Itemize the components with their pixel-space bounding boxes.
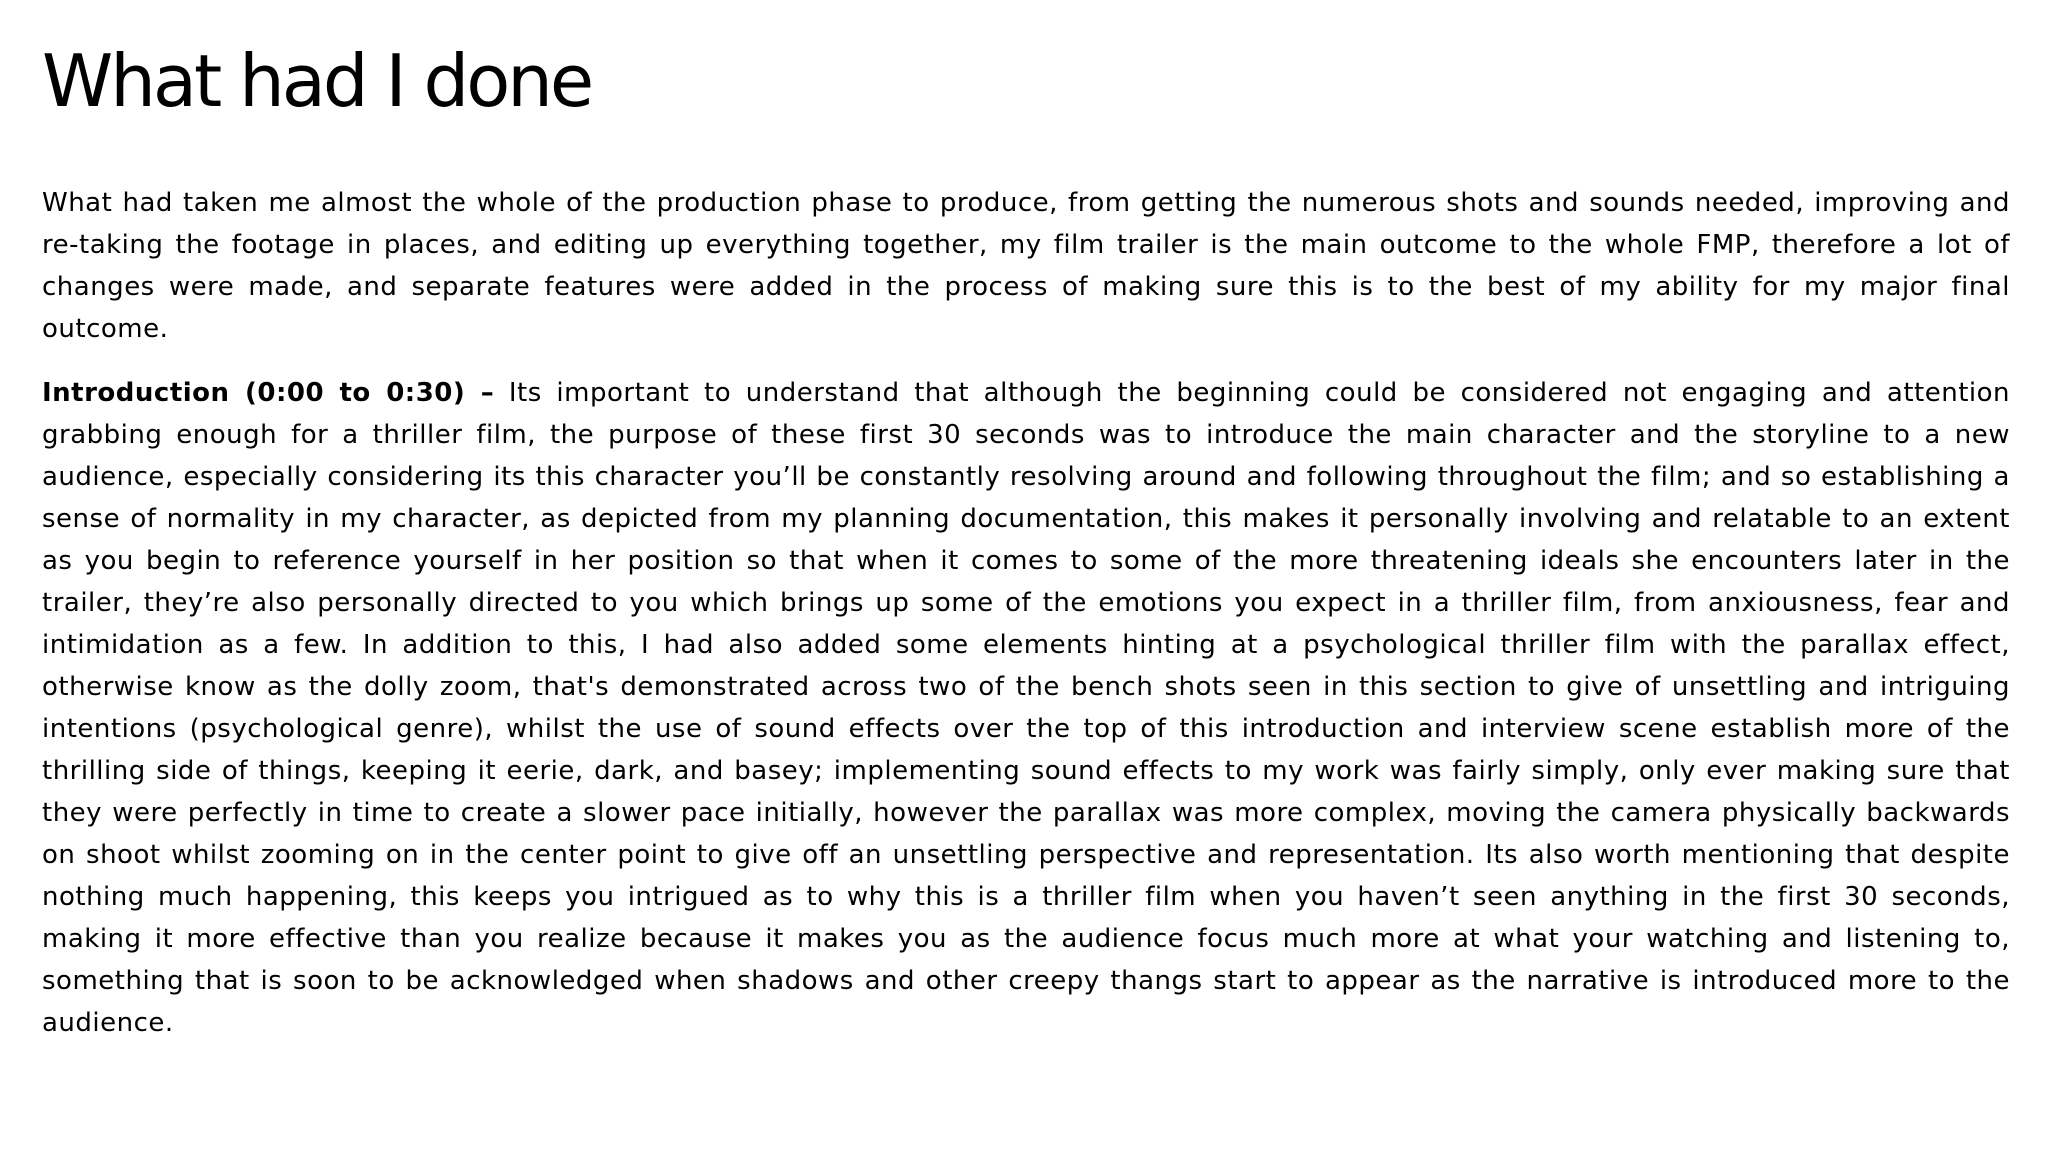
- section-heading: Introduction (0:00 to 0:30) –: [42, 378, 495, 408]
- intro-paragraph: What had taken me almost the whole of the production phase to produce, from getting the numerous shots and sounds needed, improving and re-taking the footage in places, and editing up everything together, my film trailer is the main outcome to the whole FMP, therefore a lot of changes were made, and separate features were added in the process of making sure this is to the best of my ability for my major final outcome.: [42, 188, 2010, 344]
- section-paragraph: [42, 372, 2010, 1044]
- slide-body: [42, 182, 2010, 1132]
- section-body: Its important to understand that although the beginning could be considered not engaging and attention grabbing enough for a thriller film, the purpose of these first 30 seconds was to introduce the main character and the storyline to a new audience, especially considering its this character you’ll be constantly resolving around and following throughout the film; and so establishing a sense of normality in my character, as depicted from my planning documentation, this makes it personally involving and relatable to an extent as you begin to reference yourself in her position so that when it comes to some of the more threatening ideals she encounters later in the trailer, they’re also personally directed to you which brings up some of the emotions you expect in a thriller film, from anxiousness, fear and intimidation as a few. In addition to this, I had also added some elements hinting at a psychological thriller film with the parallax effect, otherwise know as the dolly zoom, that's demonstrated across two of the bench shots seen in this section to give of unsettling and intriguing intentions (psychological genre), whilst the use of sound effects over the top of this introduction and interview scene establish more of the thrilling side of things, keeping it eerie, dark, and basey; implementing sound effects to my work was fairly simply, only ever making sure that they were perfectly in time to create a slower pace initially, however the parallax was more complex, moving the camera physically backwards on shoot whilst zooming on in the center point to give off an unsettling perspective and representation. Its also worth mentioning that despite nothing much happening, this keeps you intrigued as to why this is a thriller film when you haven’t seen anything in the first 30 seconds, making it more effective than you realize because it makes you as the audience focus much more at what your watching and listening to, something that is soon to be acknowledged when shadows and other creepy thangs start to appear as the narrative is introduced more to the audience.: [42, 378, 2010, 1038]
- slide-title: What had I done: [42, 39, 592, 123]
